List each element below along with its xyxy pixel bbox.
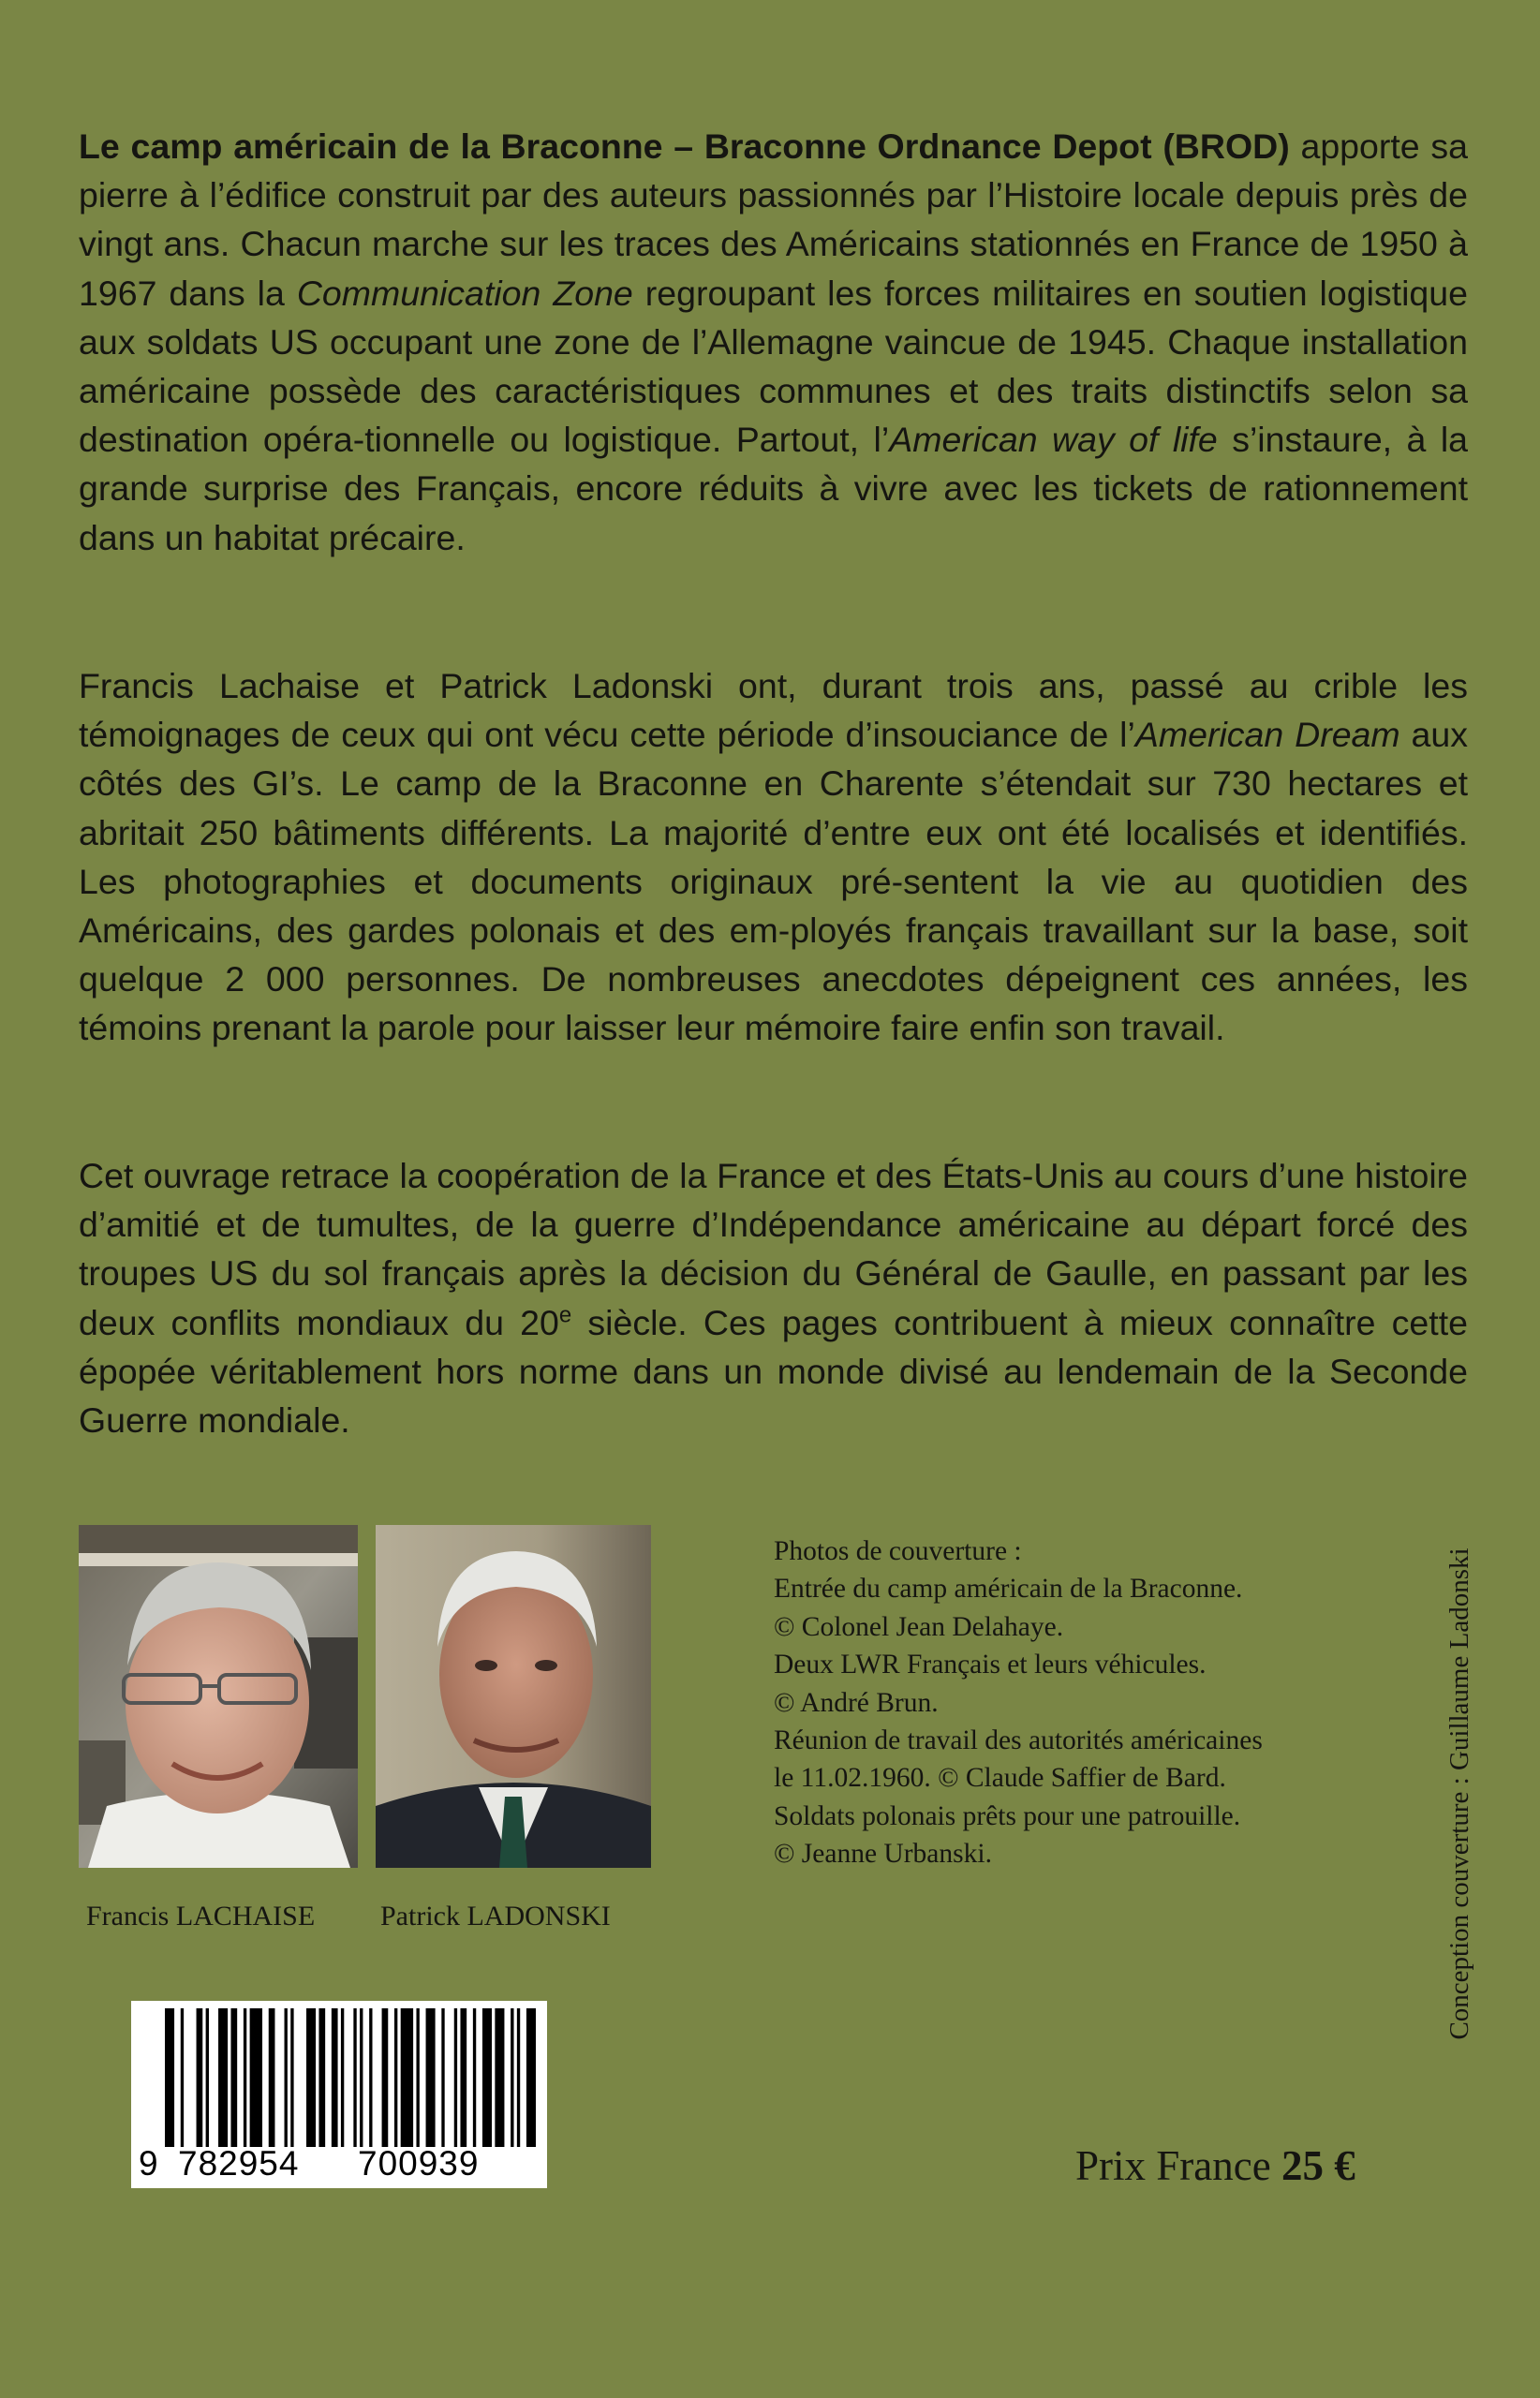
summary-text-1: Cet ouvrage retrace la coopération de la France et des États-Unis au cours d’une histoire d’amitié et de tumultes, de la guerre d’Indépendance américaine au départ forcé des troupes US du sol français après la décision du Général de Gaulle, en passant par les deux conflits mondiaux du 20 bbox=[79, 1156, 1468, 1342]
barcode-left-digits: 782954 bbox=[178, 2144, 300, 2183]
barcode-first-digit: 9 bbox=[139, 2144, 159, 2183]
barcode-bar bbox=[269, 2008, 275, 2147]
barcode-bar bbox=[197, 2008, 203, 2147]
barcode-bar bbox=[401, 2008, 413, 2147]
intro-text-3: s’instaure, à la grande surprise des Français, encore réduits à vivre avec les tickets de rationnement dans un habitat précaire. bbox=[79, 420, 1469, 557]
barcode-bar bbox=[285, 2008, 288, 2147]
portrait-ladonski-image bbox=[376, 1525, 651, 1868]
author-photo-lachaise bbox=[79, 1525, 358, 1868]
barcode-bar bbox=[454, 2008, 457, 2147]
credits-line: Deux LWR Français et leurs véhicules. bbox=[774, 1650, 1207, 1680]
price-label bbox=[1075, 2139, 1355, 2192]
barcode-bar bbox=[460, 2008, 466, 2147]
barcode-digits bbox=[131, 2143, 547, 2184]
authors-text-2: aux côtés des GI’s. Le camp de la Braconne en Charente s’étendait sur 730 hectares et abritait 250 bâtiments différents. La majorité d’entre eux ont été localisés et identifiés. Les photographies et documents originaux pré-sentent la vie au quotidien des Américains, des gardes polonais et des em-ployés français travaillant sur la base, soit quelque 2 000 personnes. De nombreuses anecdotes dépeignent ces années, les témoins prenant la parole pour laisser leur mémoire faire enfin son travail. bbox=[79, 715, 1468, 1048]
barcode-bar bbox=[482, 2008, 492, 2147]
barcode-bar bbox=[353, 2008, 356, 2147]
credits-line: © André Brun. bbox=[774, 1687, 939, 1718]
credits-line: © Colonel Jean Delahaye. bbox=[774, 1611, 1064, 1642]
credits-line: Soldats polonais prêts pour une patrouille. bbox=[774, 1800, 1241, 1831]
authors-emphasis: American Dream bbox=[1134, 715, 1400, 755]
century-superscript: e bbox=[558, 1302, 572, 1328]
author-caption-lachaise: Francis LACHAISE bbox=[86, 1901, 316, 1932]
cover-design-credit-text: Conception couverture : Guillaume Ladonski bbox=[1444, 1547, 1474, 2040]
barcode-bar bbox=[341, 2008, 344, 2147]
barcode-bar bbox=[230, 2008, 237, 2147]
intro-text-1: apporte sa pierre à l’édifice construit par des auteurs passionnés par l’Histoire locale depuis près de vingt ans. Chacun marche sur les traces des Américains stationnés en France de 1950 à 1967 dans la bbox=[79, 126, 1468, 313]
author-photo-ladonski bbox=[376, 1525, 651, 1868]
barcode-bar bbox=[495, 2008, 504, 2147]
barcode-bar bbox=[244, 2008, 246, 2147]
barcode-bar bbox=[218, 2008, 228, 2147]
authors-paragraph bbox=[79, 661, 1468, 1053]
barcode-bar bbox=[290, 2008, 293, 2147]
isbn-barcode bbox=[131, 2001, 547, 2188]
barcode-bar bbox=[332, 2008, 338, 2147]
intro-paragraph bbox=[79, 122, 1468, 562]
barcode-bar bbox=[394, 2008, 397, 2147]
barcode-bar bbox=[206, 2008, 209, 2147]
barcode-bar bbox=[416, 2008, 419, 2147]
price-amount: 25 € bbox=[1281, 2142, 1355, 2189]
photo-credits bbox=[774, 1532, 1411, 1873]
barcode-bar bbox=[382, 2008, 389, 2147]
barcode-bar bbox=[306, 2008, 316, 2147]
barcode-bars bbox=[165, 2008, 536, 2147]
barcode-bar bbox=[511, 2008, 513, 2147]
portrait-lachaise-image bbox=[79, 1525, 358, 1868]
barcode-right-digits: 700939 bbox=[358, 2144, 480, 2183]
barcode-bar bbox=[441, 2008, 444, 2147]
credits-line: Entrée du camp américain de la Braconne. bbox=[774, 1574, 1243, 1605]
summary-text-2: siècle. Ces pages contribuent à mieux connaître cette épopée véritablement hors norme dans un monde divisé au lendemain de la Seconde Guerre mondiale. bbox=[79, 1302, 1468, 1441]
barcode-bar bbox=[360, 2008, 363, 2147]
barcode-bar bbox=[318, 2008, 325, 2147]
barcode-bar bbox=[181, 2008, 184, 2147]
credits-line: Photos de couverture : bbox=[774, 1536, 1022, 1566]
barcode-bar bbox=[165, 2008, 174, 2147]
book-title: Le camp américain de la Braconne – Braconne Ordnance Depot (BROD) bbox=[79, 126, 1290, 166]
credits-line: Réunion de travail des autorités américaines bbox=[774, 1725, 1263, 1756]
barcode-bar bbox=[526, 2008, 536, 2147]
barcode-bar bbox=[250, 2008, 262, 2147]
credits-line: le 11.02.1960. © Claude Saffier de Bard. bbox=[774, 1763, 1226, 1794]
price-text: Prix France bbox=[1075, 2142, 1271, 2189]
credits-line: © Jeanne Urbanski. bbox=[774, 1839, 992, 1870]
barcode-bar bbox=[369, 2008, 372, 2147]
barcode-bar bbox=[517, 2008, 520, 2147]
summary-paragraph bbox=[79, 1151, 1468, 1444]
authors-text-1: Francis Lachaise et Patrick Ladonski ont, durant trois ans, passé au crible les témoignages de ceux qui ont vécu cette période d’insouciance de l’ bbox=[79, 666, 1468, 755]
barcode-bar bbox=[473, 2008, 476, 2147]
cover-design-credit bbox=[1433, 1489, 1486, 2098]
intro-emphasis-1: Communication Zone bbox=[296, 273, 633, 313]
intro-emphasis-2: American way of life bbox=[889, 420, 1218, 460]
intro-text-2: regroupant les forces militaires en soutien logistique aux soldats US occupant une zone de l’Allemagne vaincue de 1945. Chaque installation américaine possède des caractéristiques communes et des traits distinctifs selon sa destination opéra-tionnelle ou logistique. Partout, l’ bbox=[79, 273, 1468, 460]
barcode-bar bbox=[426, 2008, 436, 2147]
author-caption-ladonski: Patrick LADONSKI bbox=[380, 1901, 611, 1932]
